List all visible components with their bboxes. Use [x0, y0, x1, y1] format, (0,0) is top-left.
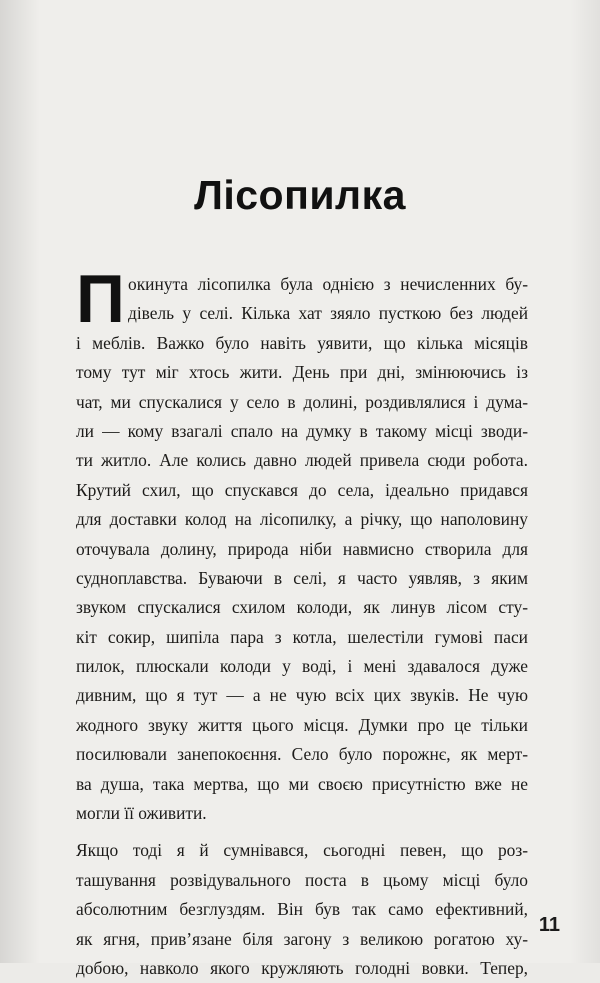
paragraph-line: абсолютним безглуздям. Він був так само ефективний,	[76, 899, 528, 920]
paragraph-line: дивним, що я тут — а не чую всіх цих звуків. Не чую	[76, 685, 528, 706]
paragraph-line: судноплавства. Буваючи в селі, я часто уявляв, з яким	[76, 567, 528, 588]
paragraph-line: для доставки колод на лісопилку, а річку, що наполовину	[76, 509, 528, 530]
paragraph-line: як ягня, прив’язане біля загону з великою рогатою ху-	[76, 928, 528, 949]
paragraph-line: окинута лісопилка була однією з нечисленних бу-	[128, 274, 528, 294]
paragraph-line: ташування розвідувального поста в цьому місці було	[76, 869, 528, 890]
paragraph-line: тому тут міг хтось жити. День при дні, змінюючись із	[76, 362, 528, 383]
drop-cap: П	[76, 261, 125, 337]
paragraph-line: Якщо тоді я й сумнівався, сьогодні певен, що роз-	[76, 840, 528, 861]
paragraph-line: кіт сокир, шипіла пара з котла, шелестіли гумові паси	[76, 626, 528, 647]
body-text	[76, 261, 528, 983]
chapter-title: Лісопилка	[194, 172, 406, 218]
paragraph-line: чат, ми спускалися у село в долині, роздивлялися і дума-	[76, 391, 528, 412]
paragraph-line: ти житло. Але колись давно людей привела сюди робота.	[76, 450, 528, 471]
first-paragraph-continued	[76, 329, 528, 829]
page-number: 11	[538, 914, 560, 936]
second-paragraph	[76, 836, 528, 983]
paragraph-line: дівель у селі. Кілька хат зяяло пусткою без людей	[128, 303, 528, 324]
paragraph-line: і меблів. Важко було навіть уявити, що кілька місяців	[76, 332, 528, 353]
paragraph-line: пилок, плюскали колоди у воді, і мені здавалося дуже	[76, 656, 528, 677]
paragraph-line: ли — кому взагалі спало на думку в такому місці зводи-	[76, 420, 528, 441]
first-paragraph	[76, 261, 528, 337]
paragraph-line: добою, навколо якого кружляють голодні вовки. Тепер,	[76, 957, 528, 978]
paragraph-line: жодного звуку життя цього місця. Думки про це тільки	[76, 714, 528, 735]
paragraph-line: ва душа, така мертва, що ми своєю присутністю вже не	[76, 773, 528, 794]
paragraph-line: звуком спускалися схилом колоди, як линув лісом сту-	[76, 597, 528, 618]
paragraph-line: могли її оживити.	[76, 803, 207, 824]
paragraph-line: посилювали занепокоєння. Село було порожнє, як мерт-	[76, 744, 528, 765]
paragraph-line: оточувала долину, природа ніби навмисно створила для	[76, 538, 528, 559]
paragraph-line: Крутий схил, що спускався до села, ідеально придався	[76, 479, 528, 500]
